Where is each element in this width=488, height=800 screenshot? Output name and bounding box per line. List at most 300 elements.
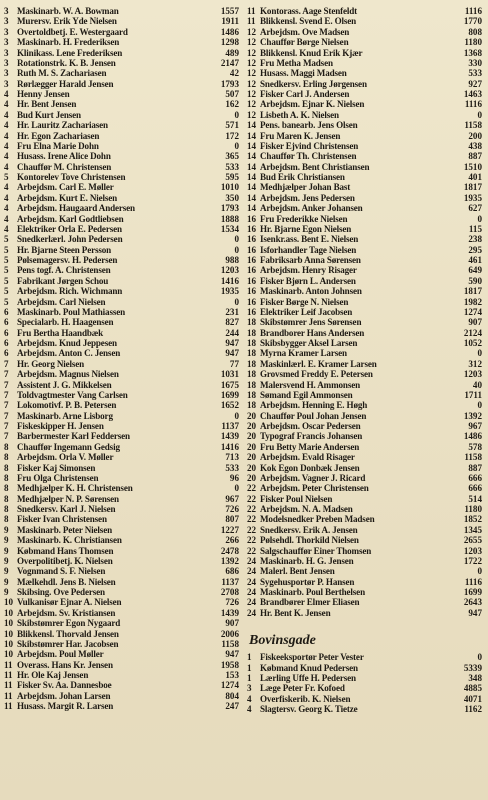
- entry-amount: 726: [225, 504, 239, 514]
- entry-name: Maskinarb. Peter Nielsen: [17, 524, 112, 535]
- entry-amount: 571: [225, 120, 239, 131]
- entry-name: Hr. Georg Nielsen: [17, 358, 85, 369]
- list-entry: [4, 79, 241, 89]
- entry-house-number: 22: [247, 493, 257, 504]
- entry-amount: 1770: [463, 16, 482, 27]
- entry-amount: 2006: [220, 628, 239, 639]
- entry-house-number: 4: [4, 130, 9, 141]
- list-entry: [247, 380, 484, 390]
- entry-name: Fisker Ivan Christensen: [17, 514, 107, 525]
- entry-name: Sømand Egil Ammonsen: [260, 389, 353, 400]
- entry-name: Fabriksarb Anna Sørensen: [260, 255, 361, 265]
- entry-house-number: 14: [247, 151, 257, 162]
- list-entry: [247, 556, 484, 566]
- entry-amount: 967: [468, 421, 482, 431]
- list-entry: [4, 328, 241, 338]
- entry-house-number: 3: [247, 683, 252, 694]
- entry-amount: 0: [477, 109, 482, 120]
- entry-house-number: 8: [4, 483, 9, 494]
- entry-amount: 1711: [464, 389, 482, 400]
- list-entry: [4, 473, 241, 483]
- entry-amount: 348: [468, 672, 482, 683]
- entry-name: Salgschauffør Einer Thomsen: [260, 545, 372, 556]
- entry-house-number: 8: [4, 514, 9, 525]
- entry-house-number: 22: [247, 514, 257, 525]
- entry-house-number: 16: [247, 275, 257, 286]
- entry-house-number: 4: [247, 704, 252, 714]
- list-entry: [4, 587, 241, 597]
- entry-amount: 115: [468, 223, 482, 234]
- entry-name: Arbejdsm. Rich. Wichmann: [17, 286, 123, 297]
- entry-house-number: 9: [4, 535, 9, 546]
- entry-name: Arbejdsm. Henning E. Høgh: [260, 400, 368, 411]
- entry-name: Fisker Carl J. Andersen: [260, 89, 350, 99]
- entry-name: Snedkerlærl. John Pedersen: [17, 234, 123, 245]
- entry-name: Pølsehdl. Thorkild Nielsen: [260, 535, 359, 546]
- entry-name: Fru Bertha Haandbæk: [17, 327, 104, 338]
- entry-name: Fiskeskipper H. Jensen: [17, 421, 104, 431]
- list-entry: [247, 608, 484, 618]
- list-entry: [4, 172, 241, 182]
- entry-amount: 153: [225, 670, 239, 680]
- entry-amount: 2643: [463, 597, 482, 608]
- list-entry: [4, 431, 241, 441]
- entry-name: Arbejdsm. Ejnar K. Nielsen: [260, 99, 365, 110]
- entry-name: Barbermester Karl Feddersen: [17, 431, 130, 442]
- entry-name: Fabrikant Jørgen Schou: [17, 275, 109, 286]
- entry-amount: 507: [225, 89, 239, 99]
- entry-house-number: 7: [4, 358, 9, 369]
- list-entry: [4, 535, 241, 545]
- entry-house-number: 9: [4, 576, 9, 587]
- entry-amount: 0: [234, 140, 239, 151]
- entry-amount: 350: [225, 192, 239, 203]
- street-heading: Bovinsgade: [249, 633, 316, 649]
- entry-house-number: 16: [247, 213, 257, 224]
- entry-name: Typograf Francis Johansen: [260, 431, 363, 442]
- entry-amount: 1982: [463, 296, 482, 307]
- entry-name: Rørlægger Harald Jensen: [17, 78, 114, 89]
- entry-house-number: 6: [4, 317, 9, 328]
- list-entry: [4, 514, 241, 524]
- entry-house-number: 3: [4, 6, 9, 16]
- entry-house-number: 6: [4, 348, 9, 359]
- entry-amount: 590: [468, 275, 482, 286]
- list-entry: [247, 577, 484, 587]
- entry-name: Medhjælper N. P. Sørensen: [17, 493, 119, 504]
- entry-name: Chauffør Børge Nielsen: [260, 37, 349, 48]
- entry-house-number: 16: [247, 223, 257, 234]
- entry-house-number: 10: [4, 597, 14, 608]
- entry-house-number: 4: [4, 182, 9, 193]
- entry-name: Elektriker Leif Jacobsen: [260, 306, 353, 317]
- entry-amount: 0: [477, 652, 482, 663]
- entry-amount: 1793: [220, 78, 239, 89]
- entry-name: Hr. Bent K. Jensen: [260, 607, 331, 618]
- entry-amount: 1116: [464, 6, 482, 16]
- list-entry: [4, 649, 241, 659]
- entry-house-number: 8: [4, 493, 9, 504]
- entry-amount: 0: [234, 234, 239, 245]
- entry-name: Fru Betty Marie Andersen: [260, 441, 360, 452]
- entry-house-number: 4: [4, 192, 9, 203]
- entry-name: Isenkr.ass. Bent E. Nielsen: [260, 234, 359, 245]
- list-entry: [247, 162, 484, 172]
- list-entry: [4, 556, 241, 566]
- list-entry: [247, 193, 484, 203]
- entry-house-number: 8: [4, 441, 9, 452]
- list-entry: [4, 359, 241, 369]
- list-entry: [247, 663, 484, 673]
- entry-name: Overtoldbetj. E. Westergaard: [17, 26, 128, 37]
- entry-amount: 1031: [220, 369, 239, 380]
- entry-name: Skibstømrer Jens Sørensen: [260, 317, 362, 328]
- entry-house-number: 4: [4, 99, 9, 110]
- list-entry: [247, 234, 484, 244]
- entry-house-number: 16: [247, 286, 257, 297]
- entry-amount: 686: [225, 566, 239, 577]
- entry-name: Fisker Ejvind Christensen: [260, 140, 359, 151]
- entry-name: Overpolitibetj. K. Nielsen: [17, 555, 113, 566]
- list-entry: [4, 265, 241, 275]
- list-entry: [247, 110, 484, 120]
- entry-name: Hr. Egon Zachariasen: [17, 130, 100, 141]
- list-entry: [247, 203, 484, 213]
- entry-house-number: 18: [247, 327, 257, 338]
- entry-name: Chauffør M. Christensen: [17, 161, 112, 172]
- entry-name: Arbejdsm. Carl E. Møller: [17, 182, 114, 193]
- list-entry: [4, 48, 241, 58]
- entry-name: Myrna Kramer Larsen: [260, 348, 347, 359]
- entry-name: Kok Egon Donbæk Jensen: [260, 462, 360, 473]
- entry-house-number: 3: [4, 47, 9, 58]
- entry-house-number: 7: [4, 369, 9, 380]
- list-entry: [247, 369, 484, 379]
- entry-amount: 1439: [220, 431, 239, 442]
- list-entry: [247, 452, 484, 462]
- entry-house-number: 18: [247, 317, 257, 328]
- entry-house-number: 12: [247, 26, 257, 37]
- entry-name: Lærling Uffe H. Pedersen: [260, 672, 356, 683]
- entry-amount: 1368: [463, 47, 482, 58]
- entry-amount: 887: [468, 151, 482, 162]
- entry-amount: 247: [225, 701, 239, 712]
- entry-amount: 907: [468, 317, 482, 328]
- entry-name: Fisker Poul Nielsen: [260, 493, 333, 504]
- entry-house-number: 11: [247, 6, 256, 16]
- list-entry: [247, 504, 484, 514]
- entry-name: Pens. banearb. Jens Olsen: [260, 120, 358, 131]
- entry-house-number: 9: [4, 555, 9, 566]
- entry-name: Murersv. Erik Yde Nielsen: [17, 16, 117, 27]
- entry-name: Arbejdsm. Poul Møller: [17, 649, 104, 660]
- list-entry: [4, 483, 241, 493]
- entry-name: Husass. Maggi Madsen: [260, 68, 347, 79]
- entry-name: Bud Erik Christiansen: [260, 172, 345, 182]
- entry-amount: 578: [468, 441, 482, 452]
- list-entry: [4, 348, 241, 358]
- entry-house-number: 1: [247, 662, 252, 673]
- entry-amount: 713: [225, 452, 239, 463]
- entry-house-number: 6: [4, 327, 9, 338]
- entry-amount: 1158: [464, 452, 482, 463]
- entry-name: Grovsmed Freddy E. Petersen: [260, 369, 373, 380]
- list-entry: [247, 79, 484, 89]
- entry-amount: 947: [225, 338, 239, 348]
- entry-house-number: 8: [4, 452, 9, 463]
- entry-house-number: 8: [4, 472, 9, 483]
- entry-house-number: 4: [4, 203, 9, 214]
- entry-amount: 0: [477, 400, 482, 411]
- entry-amount: 1486: [463, 431, 482, 442]
- entry-house-number: 14: [247, 161, 257, 172]
- entry-house-number: 20: [247, 431, 257, 442]
- entry-amount: 5339: [463, 662, 482, 673]
- list-entry: [247, 587, 484, 597]
- list-entry: [4, 494, 241, 504]
- entry-house-number: 24: [247, 607, 257, 618]
- entry-house-number: 5: [4, 244, 9, 255]
- entry-amount: 808: [468, 26, 482, 37]
- list-entry: [4, 286, 241, 296]
- entry-name: Fru Elna Marie Dohn: [17, 140, 99, 151]
- entry-house-number: 20: [247, 472, 257, 483]
- entry-name: Købmand Hans Thomsen: [17, 545, 114, 556]
- entry-house-number: 24: [247, 587, 257, 597]
- entry-name: Pølsemagersv. H. Pedersen: [17, 255, 118, 265]
- entry-house-number: 11: [247, 16, 256, 27]
- list-entry: [247, 673, 484, 683]
- entry-amount: 2708: [220, 587, 239, 597]
- entry-house-number: 3: [4, 26, 9, 37]
- entry-amount: 1203: [463, 545, 482, 556]
- entry-house-number: 9: [4, 566, 9, 577]
- entry-house-number: 22: [247, 524, 257, 535]
- list-entry: [4, 380, 241, 390]
- entry-house-number: 6: [4, 338, 9, 348]
- entry-name: Snedkersv. Erik A. Jensen: [260, 524, 358, 535]
- entry-amount: 726: [225, 597, 239, 608]
- entry-amount: 666: [468, 472, 482, 483]
- entry-amount: 1463: [463, 89, 482, 99]
- entry-name: Arbejdsm. Magnus Nielsen: [17, 369, 119, 380]
- entry-name: Hr. Ole Kaj Jensen: [17, 670, 89, 680]
- entry-house-number: 20: [247, 441, 257, 452]
- entry-amount: 1180: [464, 504, 482, 514]
- entry-house-number: 16: [247, 296, 257, 307]
- entry-name: Brandborer Hans Andersen: [260, 327, 365, 338]
- entry-amount: 1180: [464, 37, 482, 48]
- entry-name: Klinikass. Lene Frederiksen: [17, 47, 123, 58]
- entry-amount: 533: [468, 68, 482, 79]
- entry-name: Blikkensl. Thorvald Jensen: [17, 628, 119, 639]
- list-entry: [247, 245, 484, 255]
- entry-name: Fru Olga Christensen: [17, 472, 99, 483]
- entry-house-number: 5: [4, 296, 9, 307]
- list-entry: [4, 390, 241, 400]
- entry-house-number: 18: [247, 338, 257, 348]
- entry-name: Arbejdsm. Oscar Pedersen: [260, 421, 361, 431]
- entry-amount: 330: [468, 57, 482, 68]
- entry-amount: 1817: [463, 286, 482, 297]
- entry-house-number: 16: [247, 255, 257, 265]
- entry-amount: 1439: [220, 607, 239, 618]
- entry-name: Henny Jensen: [17, 89, 70, 99]
- entry-name: Skibstømrer Egon Nygaard: [17, 618, 121, 629]
- entry-amount: 0: [234, 296, 239, 307]
- entry-amount: 2124: [463, 327, 482, 338]
- entry-house-number: 11: [4, 701, 13, 712]
- entry-amount: 295: [468, 244, 482, 255]
- entry-name: Fru Frederikke Nielsen: [260, 213, 348, 224]
- list-entry: [247, 411, 484, 421]
- entry-amount: 1392: [463, 410, 482, 421]
- entry-amount: 1392: [220, 555, 239, 566]
- entry-name: Kontorass. Aage Stenfeldt: [260, 6, 358, 16]
- right-entries: [247, 6, 484, 618]
- entry-house-number: 22: [247, 535, 257, 546]
- entry-amount: 1274: [220, 680, 239, 691]
- entry-amount: 1298: [220, 37, 239, 48]
- entry-amount: 1557: [220, 6, 239, 16]
- entry-amount: 266: [225, 535, 239, 546]
- list-entry: [247, 494, 484, 504]
- entry-amount: 1158: [221, 638, 239, 649]
- entry-house-number: 5: [4, 255, 9, 265]
- list-entry: [4, 203, 241, 213]
- entry-name: Hr. Bjarne Egon Nielsen: [260, 223, 352, 234]
- right-column: [247, 6, 484, 796]
- entry-name: Snedkersv. Erling Jørgensen: [260, 78, 367, 89]
- entry-name: Overass. Hans Kr. Jensen: [17, 659, 113, 670]
- entry-name: Fru Metha Madsen: [260, 57, 333, 68]
- entry-name: Arbejdsm. Peter Christensen: [260, 483, 369, 494]
- entry-amount: 1534: [220, 223, 239, 234]
- entry-name: Chauffør Th. Christensen: [260, 151, 357, 162]
- entry-amount: 0: [477, 566, 482, 577]
- entry-amount: 1699: [463, 587, 482, 597]
- entry-name: Kontorelev Tove Christensen: [17, 172, 126, 182]
- list-entry: [247, 141, 484, 151]
- entry-name: Maskinlærl. E. Kramer Larsen: [260, 358, 377, 369]
- entry-amount: 1486: [220, 26, 239, 37]
- entry-amount: 827: [225, 317, 239, 328]
- list-entry: [247, 27, 484, 37]
- entry-house-number: 1: [247, 652, 252, 663]
- list-entry: [4, 255, 241, 265]
- entry-amount: 1274: [463, 306, 482, 317]
- entry-name: Arbejdsm. Orla V. Møller: [17, 452, 114, 463]
- entry-amount: 0: [477, 348, 482, 359]
- entry-amount: 238: [468, 234, 482, 245]
- list-entry: [247, 525, 484, 535]
- entry-house-number: 3: [4, 16, 9, 27]
- entry-name: Medhjælper Johan Bast: [260, 182, 351, 193]
- entry-house-number: 24: [247, 576, 257, 587]
- list-entry: [4, 680, 241, 690]
- list-entry: [4, 307, 241, 317]
- entry-amount: 1911: [221, 16, 239, 27]
- list-entry: [4, 452, 241, 462]
- entry-amount: 1817: [463, 182, 482, 193]
- list-entry: [247, 473, 484, 483]
- list-entry: [4, 214, 241, 224]
- entry-amount: 1675: [220, 379, 239, 390]
- entry-name: Blikkensl. Knud Erik Kjær: [260, 47, 363, 58]
- entry-name: Arbejdsm. Knud Jeppesen: [17, 338, 117, 348]
- entry-name: Sygehusportør P. Hansen: [260, 576, 355, 587]
- entry-amount: 0: [477, 213, 482, 224]
- entry-house-number: 22: [247, 545, 257, 556]
- entry-amount: 666: [468, 483, 482, 494]
- entry-house-number: 14: [247, 140, 257, 151]
- entry-amount: 1416: [220, 275, 239, 286]
- entry-amount: 627: [468, 203, 482, 214]
- list-entry: [247, 442, 484, 452]
- list-entry: [4, 691, 241, 701]
- list-entry: [247, 16, 484, 26]
- list-entry: [4, 317, 241, 327]
- entry-house-number: 20: [247, 410, 257, 421]
- entry-amount: 947: [225, 649, 239, 660]
- entry-house-number: 4: [247, 693, 252, 704]
- entry-name: Arbejdsm. Anton C. Jensen: [17, 348, 121, 359]
- entry-name: Maskinarb. Anton Johnsen: [260, 286, 362, 297]
- list-entry: [247, 546, 484, 556]
- entry-amount: 1958: [220, 659, 239, 670]
- entry-amount: 42: [229, 68, 239, 79]
- entry-house-number: 4: [4, 161, 9, 172]
- entry-house-number: 3: [4, 37, 9, 48]
- list-entry: [4, 525, 241, 535]
- list-entry: [4, 68, 241, 78]
- list-entry: [247, 328, 484, 338]
- entry-amount: 1345: [463, 524, 482, 535]
- entry-house-number: 10: [4, 607, 14, 618]
- entry-name: Vognmand S. F. Nielsen: [17, 566, 106, 577]
- entry-name: Chauffør Ingemann Gedsig: [17, 441, 120, 452]
- list-entry: [247, 276, 484, 286]
- list-entry: [247, 421, 484, 431]
- list-entry: [4, 110, 241, 120]
- entry-name: Maskinarb. H. Frederiksen: [17, 37, 120, 48]
- entry-amount: 0: [234, 483, 239, 494]
- entry-amount: 1227: [220, 524, 239, 535]
- entry-house-number: 7: [4, 410, 9, 421]
- entry-name: Fisker Børge N. Nielsen: [260, 296, 349, 307]
- entry-house-number: 4: [4, 89, 9, 99]
- entry-name: Arbejdsm. Jens Pedersen: [260, 192, 355, 203]
- list-entry: [4, 37, 241, 47]
- entry-name: Arbejdsm. Vagner J. Ricard: [260, 472, 366, 483]
- entry-amount: 947: [225, 348, 239, 359]
- entry-amount: 1699: [220, 389, 239, 400]
- entry-amount: 1116: [464, 99, 482, 110]
- list-entry: [247, 317, 484, 327]
- entry-amount: 804: [225, 690, 239, 701]
- entry-amount: 1722: [463, 555, 482, 566]
- entry-house-number: 14: [247, 172, 257, 182]
- entry-amount: 489: [225, 47, 239, 58]
- entry-house-number: 11: [4, 690, 13, 701]
- list-entry: [4, 400, 241, 410]
- entry-name: Fiskeeksportør Peter Vester: [260, 652, 364, 663]
- entry-name: Husass. Irene Alice Dohn: [17, 151, 111, 162]
- entry-amount: 77: [229, 358, 239, 369]
- entry-name: Skibsing. Ove Pedersen: [17, 587, 105, 597]
- list-entry: [247, 6, 484, 16]
- entry-amount: 1888: [220, 213, 239, 224]
